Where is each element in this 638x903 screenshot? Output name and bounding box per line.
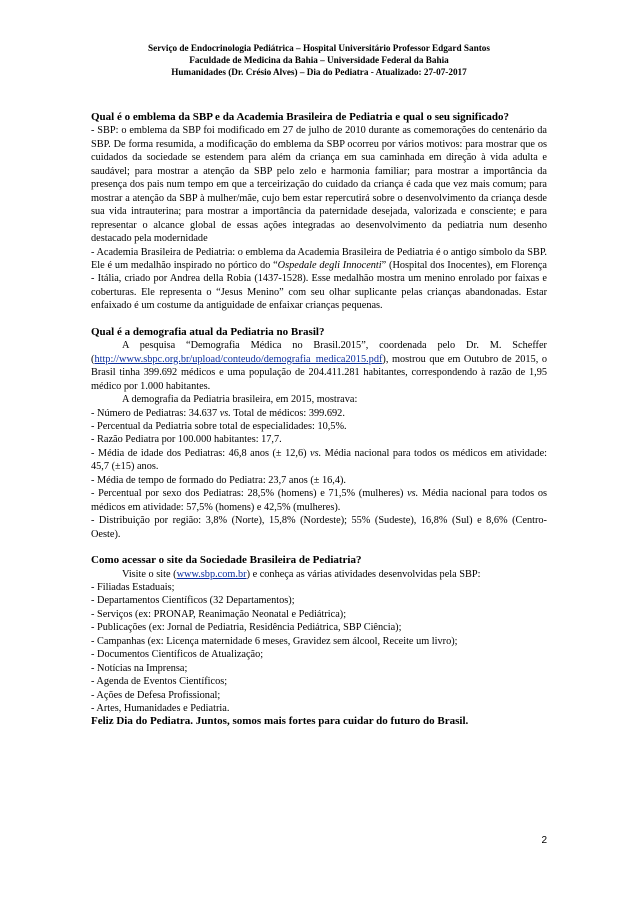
- list-item: - Ações de Defesa Profissional;: [91, 689, 221, 701]
- ospedale-name: Ospedale degli Innocenti: [277, 259, 382, 271]
- list-item: - Artes, Humanidades e Pediatria.: [91, 703, 230, 715]
- page-header: [60, 42, 578, 79]
- academia-text-start: - Academia Brasileira de Pediatria: o emblema da Academia Brasileira de Pediatria é o antigo símbolo da SBP. Ele é um medalhão inspirado no pórtico do “: [91, 246, 547, 271]
- vs-label: vs.: [407, 488, 419, 500]
- list-item: - Publicações (ex: Jornal de Pediatria, Residência Pediátrica, SBP Ciência);: [91, 622, 402, 634]
- list-item: - Agenda de Eventos Científicos;: [91, 676, 228, 688]
- list-item: - Filiadas Estaduais;: [91, 581, 175, 593]
- section-3-intro: [91, 568, 547, 581]
- header-line-1: Serviço de Endocrinologia Pediátrica – Hospital Universitário Professor Edgard Santos: [148, 43, 490, 53]
- intro-text-start: A pesquisa “Demografia Médica no Brasil.2015”, coordenada pelo Dr. M. Scheffer (: [91, 340, 547, 365]
- list-item: - Serviços (ex: PRONAP, Reanimação Neonatal e Pediátrica);: [91, 608, 347, 620]
- page-number: 2: [541, 835, 547, 846]
- section-2-title: Qual é a demografia atual da Pediatria no Brasil?: [91, 325, 325, 338]
- list-item: - Notícias na Imprensa;: [91, 662, 188, 674]
- header-line-2: Faculdade de Medicina da Bahia – Universidade Federal da Bahia: [189, 55, 449, 66]
- header-line-3: Humanidades (Dr. Crésio Alves) – Dia do Pediatra - Atualizado: 27-07-2017: [171, 67, 467, 78]
- section-3-title: Como acessar o site da Sociedade Brasileira de Pediatria?: [91, 554, 362, 567]
- stat-4-end: Média nacional para todos os médicos em atividade: 45,7 (±15) anos.: [91, 447, 547, 473]
- page-content: [91, 111, 547, 729]
- stat-item-4: [91, 447, 547, 474]
- section-1-academia-paragraph: [91, 246, 547, 313]
- stat-item-5: - Média de tempo de formado do Pediatra: 23,7 anos (± 16,4).: [91, 474, 346, 486]
- stat-item-7: - Distribuição por região: 3,8% (Norte), 15,8% (Nordeste); 55% (Sudeste), 16,8% (Sul) e 8,6% (Centro-Oeste).: [91, 515, 547, 540]
- academia-text-end: ” (Hospital dos Inocentes), em Florença - Itália, criado por Andrea della Robia (1437-1528). Esse medalhão mostra um menino enrolado por faixas e coberturas. Ele representa o “Jesus Menino” com seu olhar suplicante pelas crianças abandonadas. Estar enfaixado é um costume da antiguidade de enfaixar crianças pequenas.: [91, 259, 547, 312]
- stat-6-end: Média nacional para todos os médicos em atividade: 57,5% (homens) e 42,5% (mulheres).: [91, 488, 547, 513]
- section-1-sbp-paragraph: - SBP: o emblema da SBP foi modificado em 27 de julho de 2010 durante as comemorações do centenário da SBP. De forma resumida, a modificação do emblema da SBP ocorreu por vários motivos: para mostrar que os cuidados da sociedade se estendem para além da criança em sua caminhada em direção à vida adulta e saudável; para mostrar a atenção da SBP pelo zelo e harmonia familiar; para mostrar a importância da presença dos pais num tempo em que a terceirização do cuidado da criança é cada que vez mais comum; para mostrar a atenção da SBP à mulher/mãe, cujo bem estar repercutirá sobre o desenvolvimento da criança desde sua vida intrauterina; para mostrar a importância da paternidade desejada, valorizada e consciente; e para representar o alcance global de essas ações integradas ao desenvolvimento da pediatria num desenho destacado pela modernidade: [91, 125, 547, 245]
- intro-text-end: ), mostrou que em Outubro de 2015, o Brasil tinha 399.692 médicos e uma população de 204.411.281 habitantes, correspondendo à razão de 1,95 médico por 1.000 habitantes.: [91, 353, 547, 392]
- vs-label: vs.: [219, 407, 231, 419]
- sbp-site-link[interactable]: www.sbp.com.br: [176, 568, 247, 580]
- stat-1-start: - Número de Pediatras: 34.637: [91, 407, 220, 419]
- closing-message: Feliz Dia do Pediatra. Juntos, somos mais fortes para cuidar do futuro do Brasil.: [91, 715, 469, 728]
- section-2-intro: [91, 339, 547, 393]
- demografia-link[interactable]: http://www.sbpc.org.br/upload/conteudo/demografia_medica2015.pdf: [94, 353, 383, 365]
- stat-1-end: Total de médicos: 399.692.: [230, 407, 345, 419]
- stat-item-1: [91, 407, 547, 420]
- list-item: - Departamentos Científicos (32 Departamentos);: [91, 595, 295, 607]
- section-1-title: Qual é o emblema da SBP e da Academia Brasileira de Pediatria e qual o seu significado?: [91, 111, 509, 123]
- stat-item-3: - Razão Pediatra por 100.000 habitantes: 17,7.: [91, 434, 282, 446]
- section-2-lead: A demografia da Pediatria brasileira, em 2015, mostrava:: [122, 394, 358, 406]
- stat-6-start: - Percentual por sexo dos Pediatras: 28,5% (homens) e 71,5% (mulheres): [91, 488, 408, 500]
- list-item: - Documentos Científicos de Atualização;: [91, 649, 264, 661]
- list-item: - Campanhas (ex: Licença maternidade 6 meses, Gravidez sem álcool, Receite um livro);: [91, 635, 458, 647]
- site-intro-start: Visite o site (: [122, 568, 177, 580]
- stat-4-start: - Média de idade dos Pediatras: 46,8 anos (± 12,6): [91, 447, 311, 459]
- site-intro-end: ) e conheça as várias atividades desenvolvidas pela SBP:: [246, 568, 481, 580]
- stat-item-2: - Percentual da Pediatria sobre total de especialidades: 10,5%.: [91, 420, 347, 432]
- vs-label: vs.: [310, 447, 322, 459]
- stat-item-6: [91, 487, 547, 514]
